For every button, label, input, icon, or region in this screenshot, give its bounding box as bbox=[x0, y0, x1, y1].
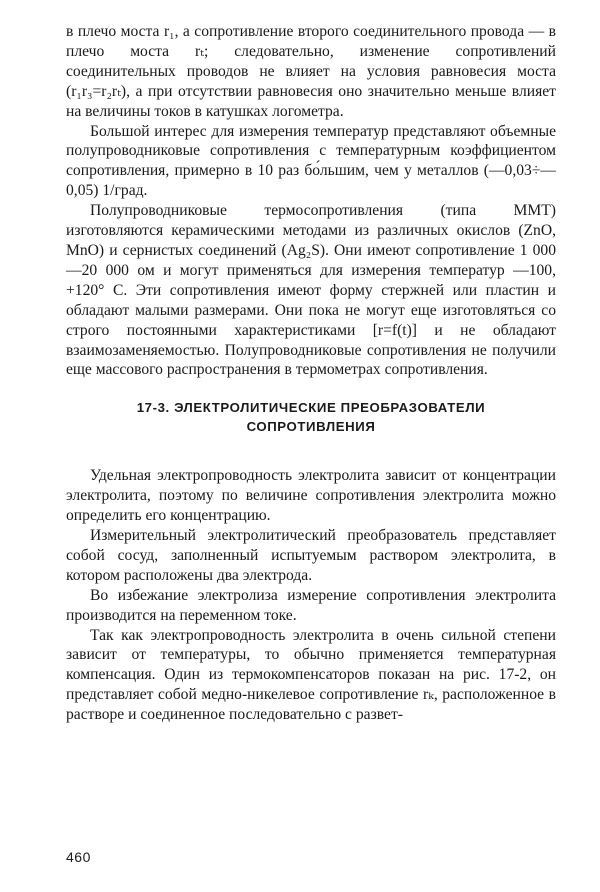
paragraph-4: Удельная электропроводность электролита зависит от концентрации электролита, поэтому по величине сопротивления электролита можно определить его концентрацию. bbox=[66, 467, 556, 525]
heading-spacer bbox=[66, 436, 556, 466]
section-heading-line-2: СОПРОТИВЛЕНИЯ bbox=[246, 419, 376, 435]
paragraph-7: Так как электропроводность электролита в очень сильной степени зависит от температуры, то обычно применяется температурная компенсация. Один из термокомпенсаторов показан на рис. 17-2, он представляет собой медно-никелевое сопротивление rₖ, расположенное в растворе и соединенное последовательно с развет- bbox=[66, 626, 556, 724]
paragraph-3: Полупроводниковые термосопротивления (типа ММТ) изготовляются керамическими методами из различных окислов (ZnO, MnO) и сернистых соединений (Ag₂S). Они имеют сопротивление 1 000—20 000 ом и могут применяться для измерения температур —100, +120° С. Эти сопротивления имеют форму стержней или пластин и обладают малыми размерами. Они пока не могут еще изготовляться со строго постоянными характеристиками [r=f(t)] и не обладают взаимозаменяемостью. Полупроводниковые сопротивления не получили еще массового распространения в термометрах сопротивления. bbox=[66, 202, 556, 379]
section-heading-line-1: 17-3. ЭЛЕКТРОЛИТИЧЕСКИЕ ПРЕОБРАЗОВАТЕЛИ bbox=[136, 400, 486, 416]
section-heading bbox=[66, 398, 556, 436]
paragraph-2: Большой интерес для измерения температур представляют объемные полупроводниковые сопротивления с температурным коэффициентом сопротивления, примерно в 10 раз бо́льшим, чем у металлов (—0,03÷—0,05) 1/град. bbox=[66, 122, 556, 200]
paragraph-1: в плечо моста r₁, а сопротивление второго соединительного провода — в плечо моста rₜ; следовательно, изменение сопротивлений соединительных проводов не влияет на условия равновесия моста (r₁r₃=r₂rₜ), а при отсутствии равновесия оно значительно меньше влияет на величины токов в катушках логометра. bbox=[66, 23, 556, 120]
page-number: 460 bbox=[66, 849, 91, 865]
page-body bbox=[66, 22, 556, 725]
paragraph-6: Во избежание электролиза измерение сопротивления электролита производится на переменном токе. bbox=[66, 586, 556, 624]
paragraph-5: Измерительный электролитический преобразователь представляет собой сосуд, заполненный испытуемым раствором электролита, в котором расположены два электрода. bbox=[66, 527, 556, 584]
